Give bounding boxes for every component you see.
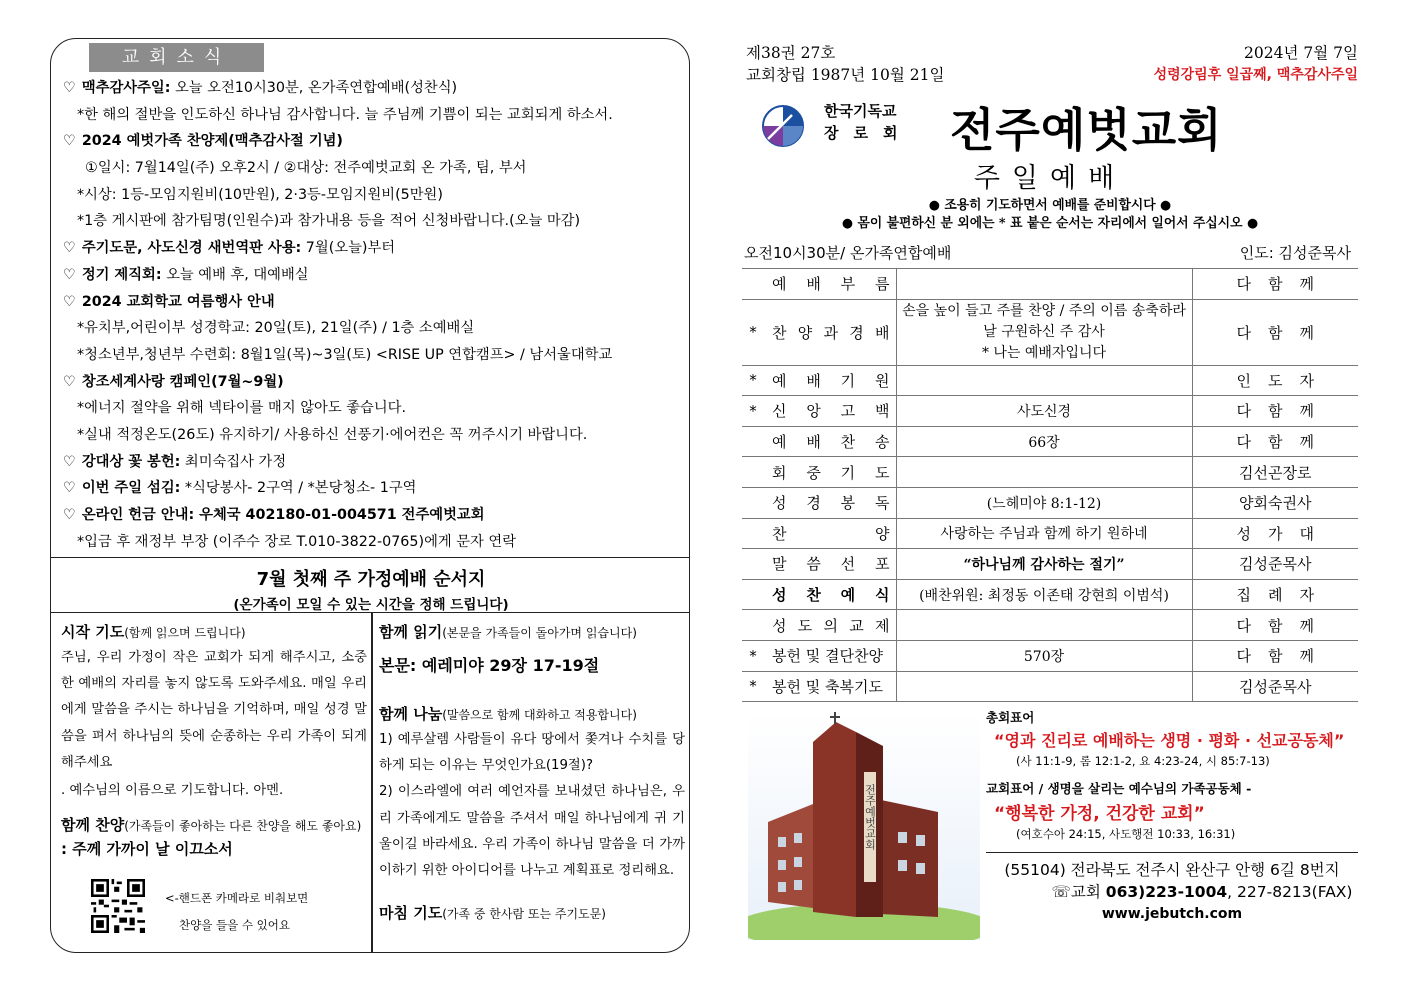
order-item-name-char: 고 [840, 402, 856, 421]
order-item-person [1192, 579, 1358, 610]
order-item-content: 사랑하는 주님과 함께 하기 원하네 [896, 518, 1192, 549]
denomination-line1: 한국기독교 [824, 102, 897, 120]
order-item-name-char: 원 [874, 371, 890, 390]
service-time: 오전10시30분/ 온가족연합예배 [744, 244, 952, 262]
heart-icon: ♡ [63, 266, 76, 283]
order-item-name-char: 기 [840, 463, 856, 482]
order-item-person-char: 함 [1268, 323, 1283, 342]
order-row [742, 457, 1358, 488]
stand-mark: * [742, 671, 764, 702]
order-item-person [1192, 365, 1358, 396]
order-item-person [1192, 671, 1358, 702]
news-item-text: *유치부,어린이부 성경학교: 20일(토), 21일(주) / 1층 소예배실 [77, 320, 475, 337]
church-news-panel [50, 38, 690, 953]
order-item-name-char: 배 [806, 275, 821, 294]
fax-number: , 227-8213(FAX) [1227, 883, 1353, 901]
reading-title: 함께 읽기 [379, 623, 443, 641]
sharing-heading [379, 701, 685, 727]
order-item-name [764, 549, 896, 580]
order-item-person-char: 다 [1236, 402, 1251, 421]
order-item-content: 사도신경 [896, 396, 1192, 427]
news-item-title: 정기 제직회: [81, 266, 162, 283]
order-item-person-char: 함 [1268, 402, 1283, 421]
denomination-line2: 장로회 [824, 124, 913, 142]
heart-icon: ♡ [63, 133, 76, 150]
news-item [63, 182, 683, 209]
news-item-title: 주기도문, 사도신경 새번역판 사용: [81, 240, 302, 257]
church-name: 전주예벗교회 [950, 103, 1223, 157]
order-item-name-char: 봉 [840, 494, 856, 513]
contact-info [986, 852, 1358, 925]
news-item-text: 오늘 예배 후, 대예배실 [161, 266, 309, 283]
order-item-content-line: * 나는 예배자입니다 [981, 344, 1107, 361]
order-item-name-char: 양 [797, 323, 813, 342]
volume-info [746, 42, 945, 86]
order-row [742, 299, 1358, 365]
address: (55104) 전라북도 전주시 완산구 안행 6길 8번지 [1004, 861, 1340, 879]
news-item-title: 창조세계사랑 캠페인(7월~9월) [81, 373, 284, 390]
order-row [742, 396, 1358, 427]
stand-mark [742, 518, 764, 549]
closing-prayer-heading [379, 900, 685, 926]
order-item-name [764, 579, 896, 610]
service-leader: 인도: 김성준목사 [1239, 244, 1351, 262]
news-item-text: ①일시: 7월14일(주) 오후2시 / ②대상: 전주예벗교회 온 가족, 팀, 부서 [85, 160, 527, 177]
church-motto: “행복한 가정, 건강한 교회” [994, 804, 1205, 824]
opening-prayer-heading [61, 619, 367, 645]
liturgical-season: 성령강림후 일곱째, 맥추감사주일 [1153, 67, 1358, 83]
opening-prayer-text: 주님, 우리 가정이 작은 교회가 되게 해주시고, 소중한 예배의 자리를 놓지 않도록 도와주세요. 매일 우리에게 말씀을 주시는 하나님을 기억하며, 매일 성경 말씀을 펴서 하나님의 뜻에 순종하는 우리 가족이 되게 해주세요 [61, 650, 367, 770]
order-item-name [764, 426, 896, 457]
order-item-name-char: 양 [875, 524, 890, 543]
heart-icon: ♡ [63, 293, 76, 310]
order-item-name-char: 식 [874, 586, 890, 605]
news-item [63, 475, 683, 502]
general-assembly-motto-label: 총회표어 [986, 710, 1035, 725]
order-item-person [1192, 299, 1358, 365]
news-item [63, 449, 683, 476]
order-item-content-line: 날 구원하신 주 감사 [983, 323, 1105, 340]
order-item-person-text: 김성준목사 [1239, 555, 1312, 574]
order-item-name-char: 과 [823, 323, 838, 342]
news-item-text: *실내 적정온도(26도) 유지하기/ 사용하신 선풍기·에어컨은 꼭 꺼주시기 바랍니다. [77, 426, 588, 443]
order-item-name-char: 예 [772, 433, 787, 452]
opening-prayer-title: 시작 기도 [61, 623, 125, 641]
order-item-person-text: 김선곤장로 [1239, 463, 1312, 482]
order-item-content: (배찬위원: 최정동 이존태 강현희 이범석) [896, 579, 1192, 610]
order-item-content-line: 손을 높이 들고 주를 찬양 / 주의 이름 송축하라 [902, 302, 1186, 319]
order-row [742, 610, 1358, 641]
order-item-person [1192, 487, 1358, 518]
order-item-name [764, 365, 896, 396]
order-item-person-char: 도 [1268, 371, 1283, 390]
sharing-title: 함께 나눔 [379, 705, 443, 723]
qr-note-line1: <-핸드폰 카메라로 비춰보면 [165, 891, 309, 905]
order-item-person [1192, 426, 1358, 457]
hymn-song-title: : 주께 가까이 날 이끄소서 [61, 840, 233, 859]
order-item-name-char: 앙 [806, 402, 821, 421]
news-item-text: *에너지 절약을 위해 넥타이를 매지 않아도 좋습니다. [77, 400, 406, 417]
heart-icon: ♡ [63, 453, 76, 470]
order-item-name-char: 의 [823, 616, 838, 635]
order-item-person-char: 함 [1268, 616, 1283, 635]
family-worship-title: 7월 첫째 주 가정예배 순서지 [256, 569, 486, 590]
order-item-name-char: 말 [772, 555, 787, 574]
news-item [63, 369, 683, 396]
stand-mark [742, 610, 764, 641]
order-item-name-char: 중 [806, 463, 821, 482]
order-item-person-char: 집 [1236, 586, 1251, 605]
order-item-person-char: 께 [1299, 433, 1314, 452]
news-item [63, 315, 683, 342]
general-assembly-motto-reference: (사 11:1-9, 롬 12:1-2, 요 4:23-24, 시 85:7-13) [1016, 754, 1270, 768]
order-item-name-char: 성 [772, 494, 787, 513]
order-item-person-char: 함 [1268, 433, 1283, 452]
church-motto-reference: (여호수아 24:15, 사도행전 10:33, 16:31) [1016, 827, 1236, 841]
order-item-person-char: 인 [1236, 371, 1251, 390]
stand-mark [742, 549, 764, 580]
order-item-name [764, 671, 896, 702]
order-item-name-char: 찬 [772, 323, 787, 342]
news-item [63, 262, 683, 289]
news-item-text: 최미숙집사 가정 [180, 453, 287, 470]
order-item-name-char: 예 [840, 586, 856, 605]
news-item-title: 온라인 헌금 안내: 우체국 402180-01-004571 전주예벗교회 [81, 507, 485, 523]
order-item-person-char: 성 [1236, 524, 1251, 543]
news-item [63, 342, 683, 369]
order-item-name-char: 찬 [772, 524, 787, 543]
stand-mark: * [742, 299, 764, 365]
order-item-name-char: 경 [849, 323, 864, 342]
reading-heading [379, 619, 685, 645]
church-building-image [748, 712, 980, 940]
order-item-person [1192, 610, 1358, 641]
news-item-text: *1층 게시판에 참가팀명(인원수)과 참가내용 등을 적어 신청바랍니다.(오늘 마감) [77, 213, 581, 230]
order-item-name-char: 봉헌 및 결단찬양 [772, 647, 883, 666]
news-item-text: 7월(오늘)부터 [301, 240, 396, 257]
news-item [63, 102, 683, 129]
order-item-person [1192, 640, 1358, 671]
heart-icon: ♡ [63, 507, 76, 523]
news-item [63, 289, 683, 316]
news-item [63, 529, 683, 556]
phone-icon: ☏교회 [1051, 883, 1106, 901]
notice-line2: ● 몸이 불편하신 분 외에는 * 표 붙은 순서는 자리에서 일어서 주십시오 ● [841, 216, 1259, 231]
service-title: 주일예배 [973, 163, 1127, 194]
column-divider [371, 613, 373, 953]
order-item-person-char: 께 [1299, 323, 1314, 342]
order-item-person-char: 함 [1268, 275, 1283, 294]
motto-box [986, 708, 1358, 842]
order-item-name-char: 기 [840, 371, 856, 390]
notice-line1: ● 조용히 기도하면서 예배를 준비합시다 ● [928, 198, 1172, 213]
order-item-person-char: 께 [1299, 616, 1314, 635]
news-item [63, 75, 683, 102]
stand-mark [742, 269, 764, 300]
news-item-title: 맥추감사주일: [81, 80, 171, 96]
news-item [63, 235, 683, 262]
closing-prayer-title: 마침 기도 [379, 904, 443, 923]
order-item-name-char: 배 [806, 371, 821, 390]
order-item-person-text: 김성준목사 [1239, 677, 1312, 696]
order-item-name-char: 성 [772, 616, 787, 635]
order-item-person [1192, 396, 1358, 427]
order-item-person-char: 다 [1236, 433, 1251, 452]
hymn-heading [61, 812, 367, 838]
qr-note-line2: 찬양을 들을 수 있어요 [179, 918, 290, 932]
stand-mark [742, 426, 764, 457]
stand-mark [742, 579, 764, 610]
order-row [742, 426, 1358, 457]
order-item-person-char: 대 [1299, 524, 1314, 543]
order-item-person-char: 다 [1236, 616, 1251, 635]
order-item-person-char: 께 [1299, 275, 1314, 294]
news-list [63, 75, 683, 555]
founding-date: 교회창립 1987년 10월 21일 [746, 66, 945, 84]
family-worship-subtitle: (온가족이 모일 수 있는 시간을 정해 드립니다) [233, 597, 509, 613]
order-item-name-char: 배 [806, 433, 821, 452]
order-item-name-char: 도 [797, 616, 813, 635]
stand-mark [742, 457, 764, 488]
news-item-text: *한 해의 절반을 인도하신 하나님 감사합니다. 늘 주님께 기쁨이 되는 교회되게 하소서. [77, 106, 613, 123]
church-logo-icon [762, 105, 804, 147]
general-assembly-motto: “영과 진리로 예배하는 생명 · 평화 · 선교공동체” [994, 731, 1345, 750]
order-item-name [764, 640, 896, 671]
website[interactable]: www.jebutch.com [1101, 906, 1243, 922]
order-row [742, 518, 1358, 549]
family-worship-header [51, 557, 690, 613]
order-item-person [1192, 518, 1358, 549]
order-item-content: 66장 [896, 426, 1192, 457]
order-item-name-char: 배 [875, 323, 890, 342]
heart-icon: ♡ [63, 480, 76, 497]
news-item [63, 128, 683, 155]
order-item-name [764, 487, 896, 518]
order-item-person-char: 함 [1268, 647, 1283, 666]
news-item [63, 395, 683, 422]
reading-passage: 본문: 예레미야 29장 17-19절 [379, 656, 600, 675]
order-item-content: “하나님께 감사하는 절기” [896, 549, 1192, 580]
heart-icon: ♡ [63, 80, 76, 96]
order-item-person-char: 례 [1268, 586, 1283, 605]
qr-note [165, 885, 308, 939]
order-item-content [896, 365, 1192, 396]
closing-prayer-note: (가족 중 한사람 또는 주기도문) [442, 907, 606, 922]
sharing-note: (말씀으로 함께 대화하고 적용합니다) [442, 708, 637, 722]
order-of-worship-table [742, 268, 1358, 702]
order-item-content [896, 671, 1192, 702]
news-item-title: 2024 예벗가족 찬양제(맥추감사절 기념) [81, 133, 343, 150]
order-item-name-char: 경 [806, 494, 821, 513]
order-row [742, 487, 1358, 518]
order-item-person-char: 자 [1299, 586, 1314, 605]
order-item-name-char: 찬 [806, 586, 821, 605]
order-item-name [764, 457, 896, 488]
order-item-name-char: 신 [772, 402, 787, 421]
order-item-content: 570장 [896, 640, 1192, 671]
order-item-person-char: 께 [1299, 402, 1314, 421]
order-row [742, 579, 1358, 610]
order-item-name-char: 도 [874, 463, 890, 482]
news-item [63, 502, 683, 529]
news-item-text: 오늘 오전10시30분, 온가족연합예배(성찬식) [170, 80, 458, 96]
order-item-name [764, 610, 896, 641]
news-item-text: *입금 후 재정부 부장 (이주수 장로 T.010-3822-0765)에게 문자 연락 [77, 533, 517, 550]
order-row [742, 671, 1358, 702]
order-item-person [1192, 549, 1358, 580]
order-item-name-char: 독 [874, 494, 890, 513]
sharing-question-2: 2) 이스라엘에 여러 예언자를 보내셨던 하나님은, 우리 가족에게도 말씀을 주셔서 매일 하나님에게 귀 기울이길 바라세요. 우리 가족이 하나님 말씀을 더 가까이하기 위한 아이디어를 나누고 계획표로 정리해요. [379, 784, 685, 879]
order-item-person-char: 가 [1268, 524, 1283, 543]
phone-number[interactable]: 063)223-1004 [1105, 883, 1228, 901]
order-item-name-char: 교 [849, 616, 864, 635]
order-item-person-char: 다 [1236, 275, 1251, 294]
news-item-title: 강대상 꽃 봉헌: [81, 453, 181, 470]
order-item-person-char: 께 [1299, 647, 1314, 666]
hymn-note: (가족들이 좋아하는 다른 찬양을 해도 좋아요) [124, 819, 362, 834]
order-item-name-char: 회 [772, 463, 787, 482]
order-item-name-char: 름 [874, 275, 890, 294]
church-sign-text: 전주예벗교회 [863, 784, 877, 850]
order-item-content [896, 457, 1192, 488]
family-worship-left-column [61, 619, 367, 859]
order-item-content: (느헤미야 8:1-12) [896, 487, 1192, 518]
order-item-name-char: 성 [772, 586, 787, 605]
order-item-person-char: 다 [1236, 323, 1251, 342]
news-item-text: *식당봉사- 2구역 / *본당청소- 1구역 [180, 480, 417, 497]
order-item-content [896, 269, 1192, 300]
bulletin-date: 2024년 7월 7일 [1244, 44, 1358, 62]
stand-mark: * [742, 365, 764, 396]
order-item-person [1192, 457, 1358, 488]
heart-icon: ♡ [63, 373, 76, 390]
order-item-name-char: 선 [840, 555, 856, 574]
order-item-person [1192, 269, 1358, 300]
order-row [742, 269, 1358, 300]
news-item-title: 2024 교회학교 여름행사 안내 [81, 293, 275, 310]
order-row [742, 549, 1358, 580]
news-item [63, 422, 683, 449]
order-item-name [764, 518, 896, 549]
family-worship-right-column [379, 619, 685, 926]
order-item-name-char: 백 [874, 402, 890, 421]
order-item-name [764, 269, 896, 300]
denomination [824, 100, 912, 144]
order-item-name-char: 봉헌 및 축복기도 [772, 677, 883, 696]
order-item-name-char: 제 [875, 616, 890, 635]
sharing-question-1: 1) 예루살렘 사람들이 유다 땅에서 쫓겨나 수치를 당하게 되는 이유는 무엇인가요(19절)? [379, 732, 685, 774]
date-info [1154, 42, 1358, 86]
stand-mark: * [742, 640, 764, 671]
news-item [63, 208, 683, 235]
stand-mark: * [742, 396, 764, 427]
order-item-name [764, 396, 896, 427]
order-item-content [896, 610, 1192, 641]
news-item [63, 155, 683, 182]
news-header: 교회소식 [89, 43, 264, 72]
opening-prayer-note: (함께 읽으며 드립니다) [124, 626, 246, 640]
order-item-content [896, 299, 1192, 365]
news-item-text: *청소년부,청년부 수련회: 8월1일(목)~3일(토) <RISE UP 연합캠프> / 남서울대학교 [77, 346, 613, 363]
reading-note: (본문을 가족들이 돌아가며 읽습니다) [442, 626, 637, 640]
volume-number: 제38권 27호 [746, 44, 836, 62]
qr-code-icon[interactable] [91, 879, 145, 933]
opening-prayer-end: . 예수님의 이름으로 기도합니다. 아멘. [61, 783, 284, 799]
order-item-name-char: 예 [772, 371, 787, 390]
news-item-text: *시상: 1등-모임지원비(10만원), 2·3등-모임지원비(5만원) [77, 186, 443, 203]
hymn-title-label: 함께 찬양 [61, 816, 125, 835]
order-item-person-char: 다 [1236, 647, 1251, 666]
order-item-name-char: 찬 [840, 433, 856, 452]
church-motto-label: 교회표어 / 생명을 살리는 예수님의 가족공동체 - [986, 781, 1252, 796]
stand-mark [742, 487, 764, 518]
order-row [742, 640, 1358, 671]
order-item-name-char: 송 [874, 433, 890, 452]
order-row [742, 365, 1358, 396]
order-item-person-char: 자 [1299, 371, 1314, 390]
news-item-title: 이번 주일 섬김: [81, 480, 181, 497]
order-item-name-char: 포 [874, 555, 890, 574]
order-item-name [764, 299, 896, 365]
phone-line [986, 881, 1358, 903]
order-item-person-text: 양회숙권사 [1239, 494, 1312, 513]
heart-icon: ♡ [63, 240, 76, 257]
order-item-name-char: 부 [840, 275, 856, 294]
order-item-name-char: 예 [772, 275, 787, 294]
order-item-name-char: 씀 [806, 555, 821, 574]
